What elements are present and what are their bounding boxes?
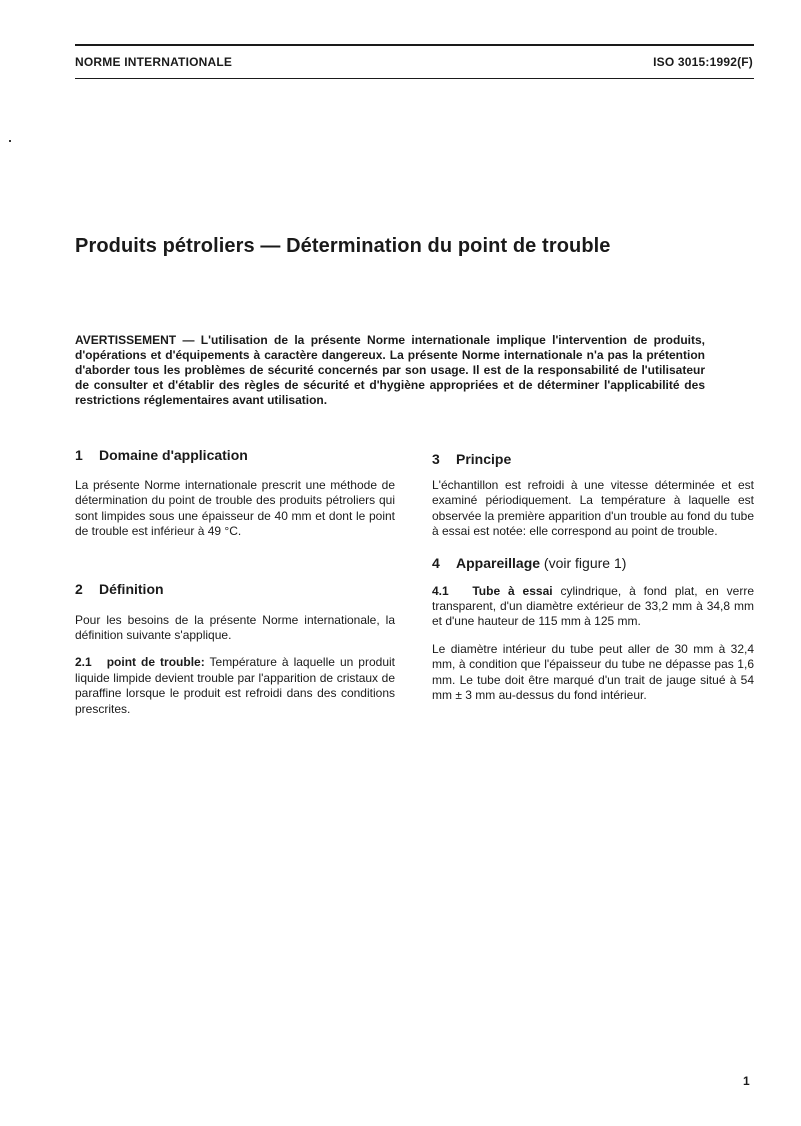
section-4-1-description: cylindrique, à fond plat, en verre transparent, d'un diamètre extérieur de 33,2 mm à 34,8 mm et d'une hauteur de 115 mm à 125 mm. [432,583,754,629]
section-4-1-term: Tube à essai [472,583,553,598]
section-4-heading [432,554,754,572]
warning-paragraph: AVERTISSEMENT — L'utilisation de la présente Norme internationale implique l'intervention de produits, d'opérations et d'équipements à caractère dangereux. La présente Norme internationale n'a pas la prétention d'aborder tous les problèmes de sécurité concernés par son usage. Il est de la responsabilité de l'utilisateur de consulter et d'établir des règles de sécurité et d'hygiène appropriées et de déterminer l'applicabilité des restrictions réglementaires avant utilisation. [75,333,705,407]
section-2-number: 2 [75,580,83,597]
section-4-number: 4 [432,554,440,571]
page-number: 1 [743,1074,750,1088]
section-2-text: Pour les besoins de la présente Norme internationale, la définition suivante s'applique. [75,612,395,643]
section-4-title: Appareillage [456,554,541,571]
section-4-title-note: (voir figure 1) [543,554,627,571]
header-standard-number: ISO 3015:1992(F) [653,55,753,69]
section-1-number: 1 [75,447,83,463]
section-2-heading [75,580,395,598]
section-1-heading [75,446,395,464]
section-1-title: Domaine d'application [99,447,248,463]
section-2-1-definition: Température à laquelle un produit liquide limpide devient trouble par l'apparition de cristaux de paraffine lorsque le produit est refroidi dans des conditions prescrites. [75,655,395,716]
document-title: Produits pétroliers — Détermination du point de trouble [75,235,611,257]
section-2-1-paragraph [75,655,395,717]
section-3-title: Principe [456,451,512,467]
section-2-1-term: point de trouble: [106,655,205,670]
section-4-1-paragraph [432,584,754,630]
right-column [432,446,754,703]
section-1-text: La présente Norme internationale prescrit une méthode de détermination du point de trouble des produits pétroliers qui sont limpides sous une épaisseur de 40 mm et dont le point de trouble est inférieur à 49 °C. [75,478,395,539]
left-column [75,446,395,717]
header-standard-type: NORME INTERNATIONALE [75,55,233,69]
section-4-1-number: 4.1 [432,583,449,598]
section-3-text: L'échantillon est refroidi à une vitesse déterminée et est examiné périodiquement. La température à laquelle est observée la première apparition d'un trouble au fond du tube à essai est notée: elle correspond au point de trouble. [432,478,754,539]
section-2-title: Définition [99,580,164,597]
section-2-1-number: 2.1 [75,655,92,670]
scan-speck [9,140,11,142]
header-rule-bottom [75,78,754,79]
section-4-1-text-2: Le diamètre intérieur du tube peut aller de 30 mm à 32,4 mm, à condition que l'épaisseur du tube ne dépasse pas 1,6 mm. Le tube doit être marqué d'un trait de jauge situé à 54 mm ± 3 mm au-dessus du fond intérieur. [432,641,754,703]
section-3-heading [432,450,754,468]
section-3-number: 3 [432,451,440,467]
header-rule-top [75,44,754,46]
